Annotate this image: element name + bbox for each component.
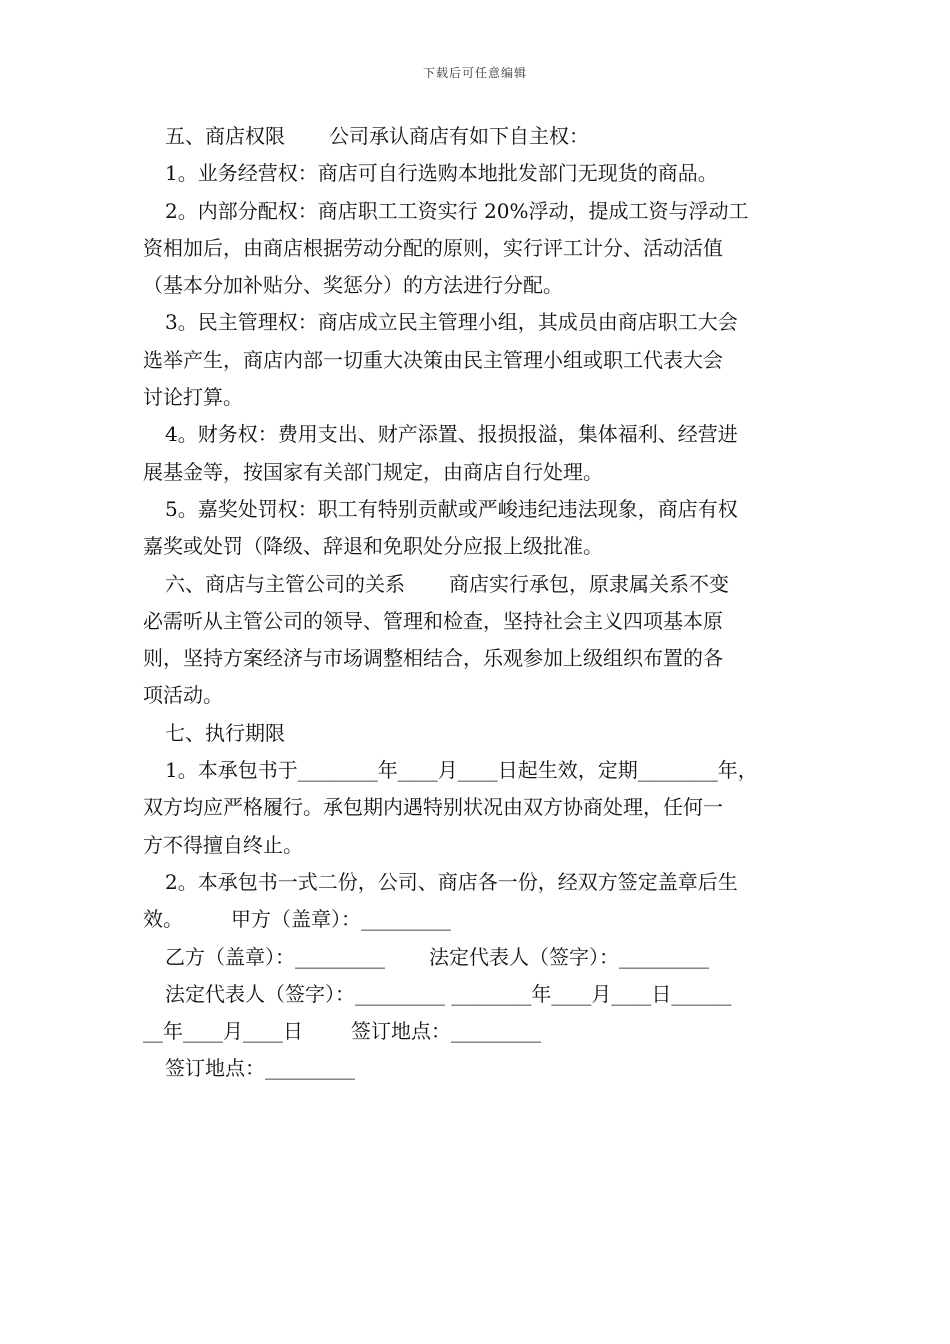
- date-location-line: [143, 1013, 808, 1050]
- paragraph-line: （基本分加补贴分、奖惩分）的方法进行分配。: [143, 273, 563, 298]
- date-blank: __年____月____日: [143, 1019, 303, 1044]
- paragraph-line: 则，坚持方案经济与市场调整相结合，乐观参加上级组织布置的各: [143, 646, 723, 671]
- signing-location: 签订地点：_________: [351, 1019, 541, 1044]
- paragraph-line: 选举产生，商店内部一切重大决策由民主管理小组或职工代表大会: [143, 347, 723, 372]
- header-note: 下载后可任意编辑: [422, 66, 527, 80]
- paragraph-line: 4。财务权：费用支出、财产添置、报损报溢，集体福利、经营进: [165, 422, 738, 447]
- paragraph-line: 5。嘉奖处罚权：职工有特别贡献或严峻违纪违法现象，商店有权: [165, 496, 738, 521]
- paragraph-line: 1。业务经营权：商店可自行选购本地批发部门无现货的商品。: [165, 161, 718, 186]
- paragraph-line: 2。内部分配权：商店职工工资实行 20%浮动，提成工资与浮动工: [165, 198, 749, 223]
- paragraph-line: 双方均应严格履行。承包期内遇特别状况由双方协商处理，任何一: [143, 795, 723, 820]
- paragraph-line: 资相加后，由商店根据劳动分配的原则，实行评工计分、活动活值: [143, 235, 723, 260]
- paragraph-line: 项活动。: [143, 683, 223, 708]
- signature-line-party-a: [143, 901, 808, 938]
- paragraph-line: 3。民主管理权：商店成立民主管理小组，其成员由商店职工大会: [165, 310, 738, 335]
- signature-date-line: 法定代表人（签字）：_________ ________年____月____日______: [165, 981, 732, 1006]
- paragraph-line: 嘉奖或处罚（降级、辞退和免职处分应报上级批准。: [143, 534, 603, 559]
- paragraph-line: 1。本承包书于________年____月____日起生效，定期________年，: [165, 758, 758, 783]
- party-a-seal: 甲方（盖章）：_________: [231, 907, 451, 932]
- legal-rep-signature: 法定代表人（签字）：_________: [429, 944, 709, 969]
- section-5-intro: 公司承认商店有如下自主权：: [329, 124, 589, 148]
- document-body: [143, 118, 808, 1088]
- signature-line-party-b: [143, 939, 808, 976]
- section-7-heading: 七、执行期限: [165, 720, 285, 745]
- paragraph-end: 效。: [143, 907, 183, 932]
- section-6-heading-line: [143, 566, 808, 603]
- signing-location-line: 签订地点：_________: [165, 1056, 355, 1081]
- paragraph-line: 讨论打算。: [143, 385, 243, 410]
- section-6-intro: 商店实行承包，原隶属关系不变: [449, 571, 729, 596]
- section-5-heading-line: [143, 118, 808, 155]
- paragraph-line: 展基金等，按国家有关部门规定，由商店自行处理。: [143, 459, 603, 484]
- section-5-title: 五、商店权限: [165, 124, 285, 148]
- paragraph-line: 2。本承包书一式二份，公司、商店各一份，经双方签定盖章后生: [165, 869, 738, 894]
- paragraph-line: 必需听从主管公司的领导、管理和检查，坚持社会主义四项基本原: [143, 608, 723, 633]
- party-b-seal: 乙方（盖章）：_________: [165, 944, 385, 969]
- paragraph-line: 方不得擅自终止。: [143, 832, 303, 857]
- section-6-title: 六、商店与主管公司的关系: [165, 571, 405, 596]
